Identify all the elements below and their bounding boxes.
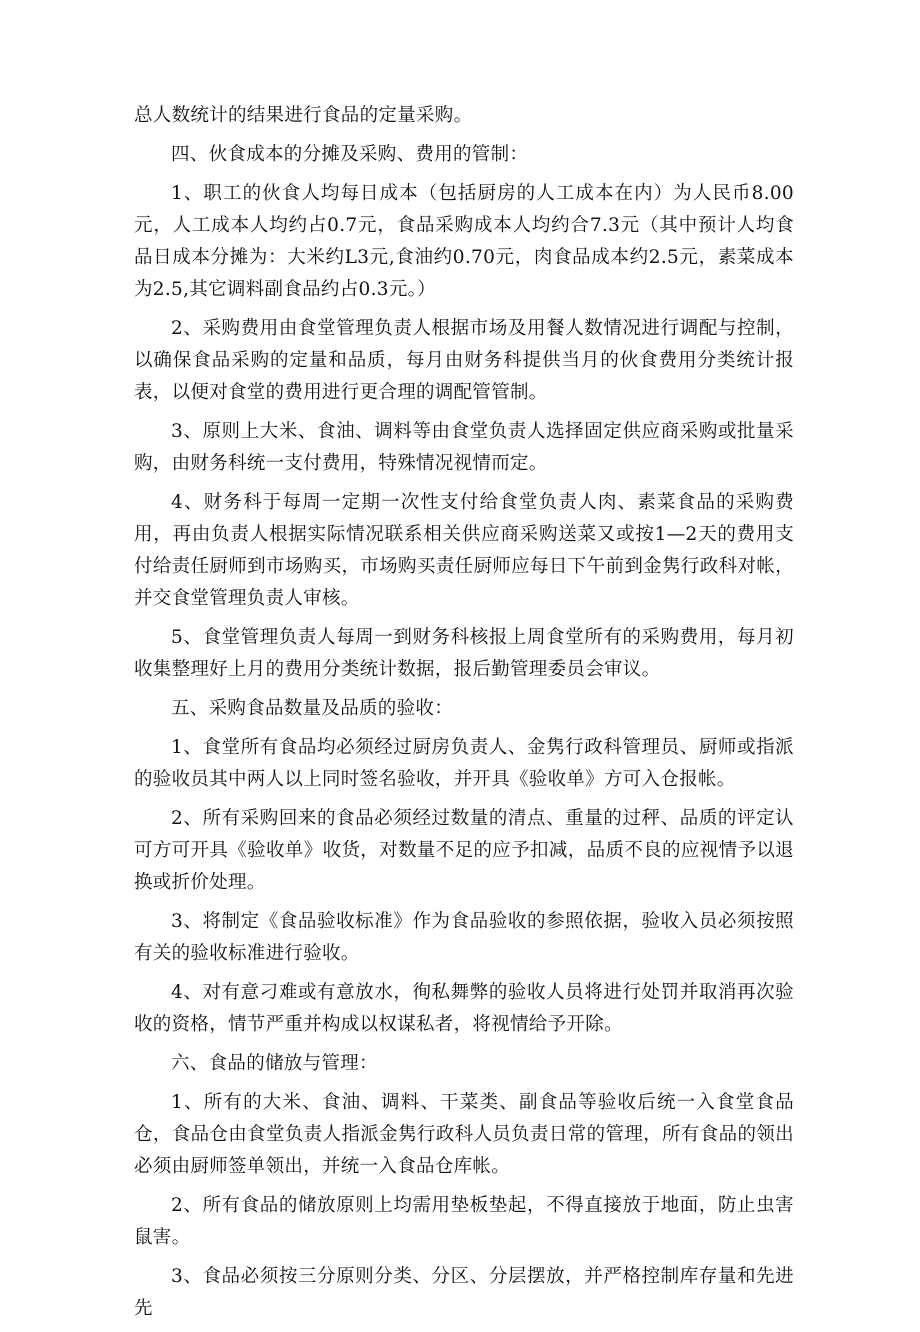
paragraph-acceptance-1: 1、食堂所有食品均必须经过厨房负责人、金隽行政科管理员、厨师或指派的验收员其中两人以上同时签名验收，并开具《验收单》方可入仓报帐。 <box>134 737 794 790</box>
paragraph-cost-1: 1、职工的伙食人均每日成本（包括厨房的人工成本在内）为人民币8.00元，人工成本人均约占0.7元，食品采购成本人均约合7.3元（其中预计人均食品日成本分摊为：大米约L3元,食油约0.70元，肉食品成本约2.5元，素菜成本为2.5,其它调料副食品约占0.3元。） <box>134 183 794 300</box>
paragraph-cost-4: 4、财务科于每周一定期一次性支付给食堂负责人肉、素菜食品的采购费用，再由负责人根据实际情况联系相关供应商采购送菜又或按1—2天的费用支付给责任厨师到市场购买，市场购买责任厨师应每日下午前到金隽行政科对帐，并交食堂管理负责人审核。 <box>134 492 794 609</box>
paragraph-acceptance-2: 2、所有采购回来的食品必须经过数量的清点、重量的过秤、品质的评定认可方可开具《验收单》收货，对数量不足的应予扣减，品质不良的应视情予以退换或折价处理。 <box>134 808 794 893</box>
document-body <box>134 100 794 1332</box>
section-heading-acceptance: 五、采购食品数量及品质的验收： <box>171 698 454 719</box>
paragraph-acceptance-3: 3、将制定《食品验收标准》作为食品验收的参照依据，验收入员必须按照有关的验收标准进行验收。 <box>134 911 794 964</box>
paragraph-storage-2: 2、所有食品的储放原则上均需用垫板垫起，不得直接放于地面，防止虫害鼠害。 <box>134 1195 794 1248</box>
paragraph-storage-1: 1、所有的大米、食油、调料、干菜类、副食品等验收后统一入食堂食品仓，食品仓由食堂负责人指派金隽行政科人员负责日常的管理，所有食品的领出必须由厨师签单领出，并统一入食品仓库帐。 <box>134 1092 794 1177</box>
paragraph-acceptance-4: 4、对有意刁难或有意放水，徇私舞弊的验收人员将进行处罚并取消再次验收的资格，情节严重并构成以权谋私者，将视情给予开除。 <box>134 982 794 1035</box>
paragraph-cost-5: 5、食堂管理负责人每周一到财务科核报上周食堂所有的采购费用，每月初收集整理好上月的费用分类统计数据，报后勤管理委员会审议。 <box>134 627 794 680</box>
paragraph-continuation: 总人数统计的结果进行食品的定量采购。 <box>134 105 473 126</box>
paragraph-cost-3: 3、原则上大米、食油、调料等由食堂负责人选择固定供应商采购或批量采购，由财务科统一支付费用，特殊情况视情而定。 <box>134 421 794 474</box>
section-heading-cost: 四、伙食成本的分摊及采购、费用的管制： <box>171 144 529 165</box>
paragraph-storage-3: 3、食品必须按三分原则分类、分区、分层摆放，并严格控制库存量和先进先 <box>134 1266 794 1319</box>
paragraph-cost-2: 2、采购费用由食堂管理负责人根据市场及用餐人数情况进行调配与控制，以确保食品采购的定量和品质，每月由财务科提供当月的伙食费用分类统计报表，以便对食堂的费用进行更合理的调配管管制。 <box>134 318 794 403</box>
section-heading-storage: 六、食品的储放与管理： <box>171 1053 378 1074</box>
